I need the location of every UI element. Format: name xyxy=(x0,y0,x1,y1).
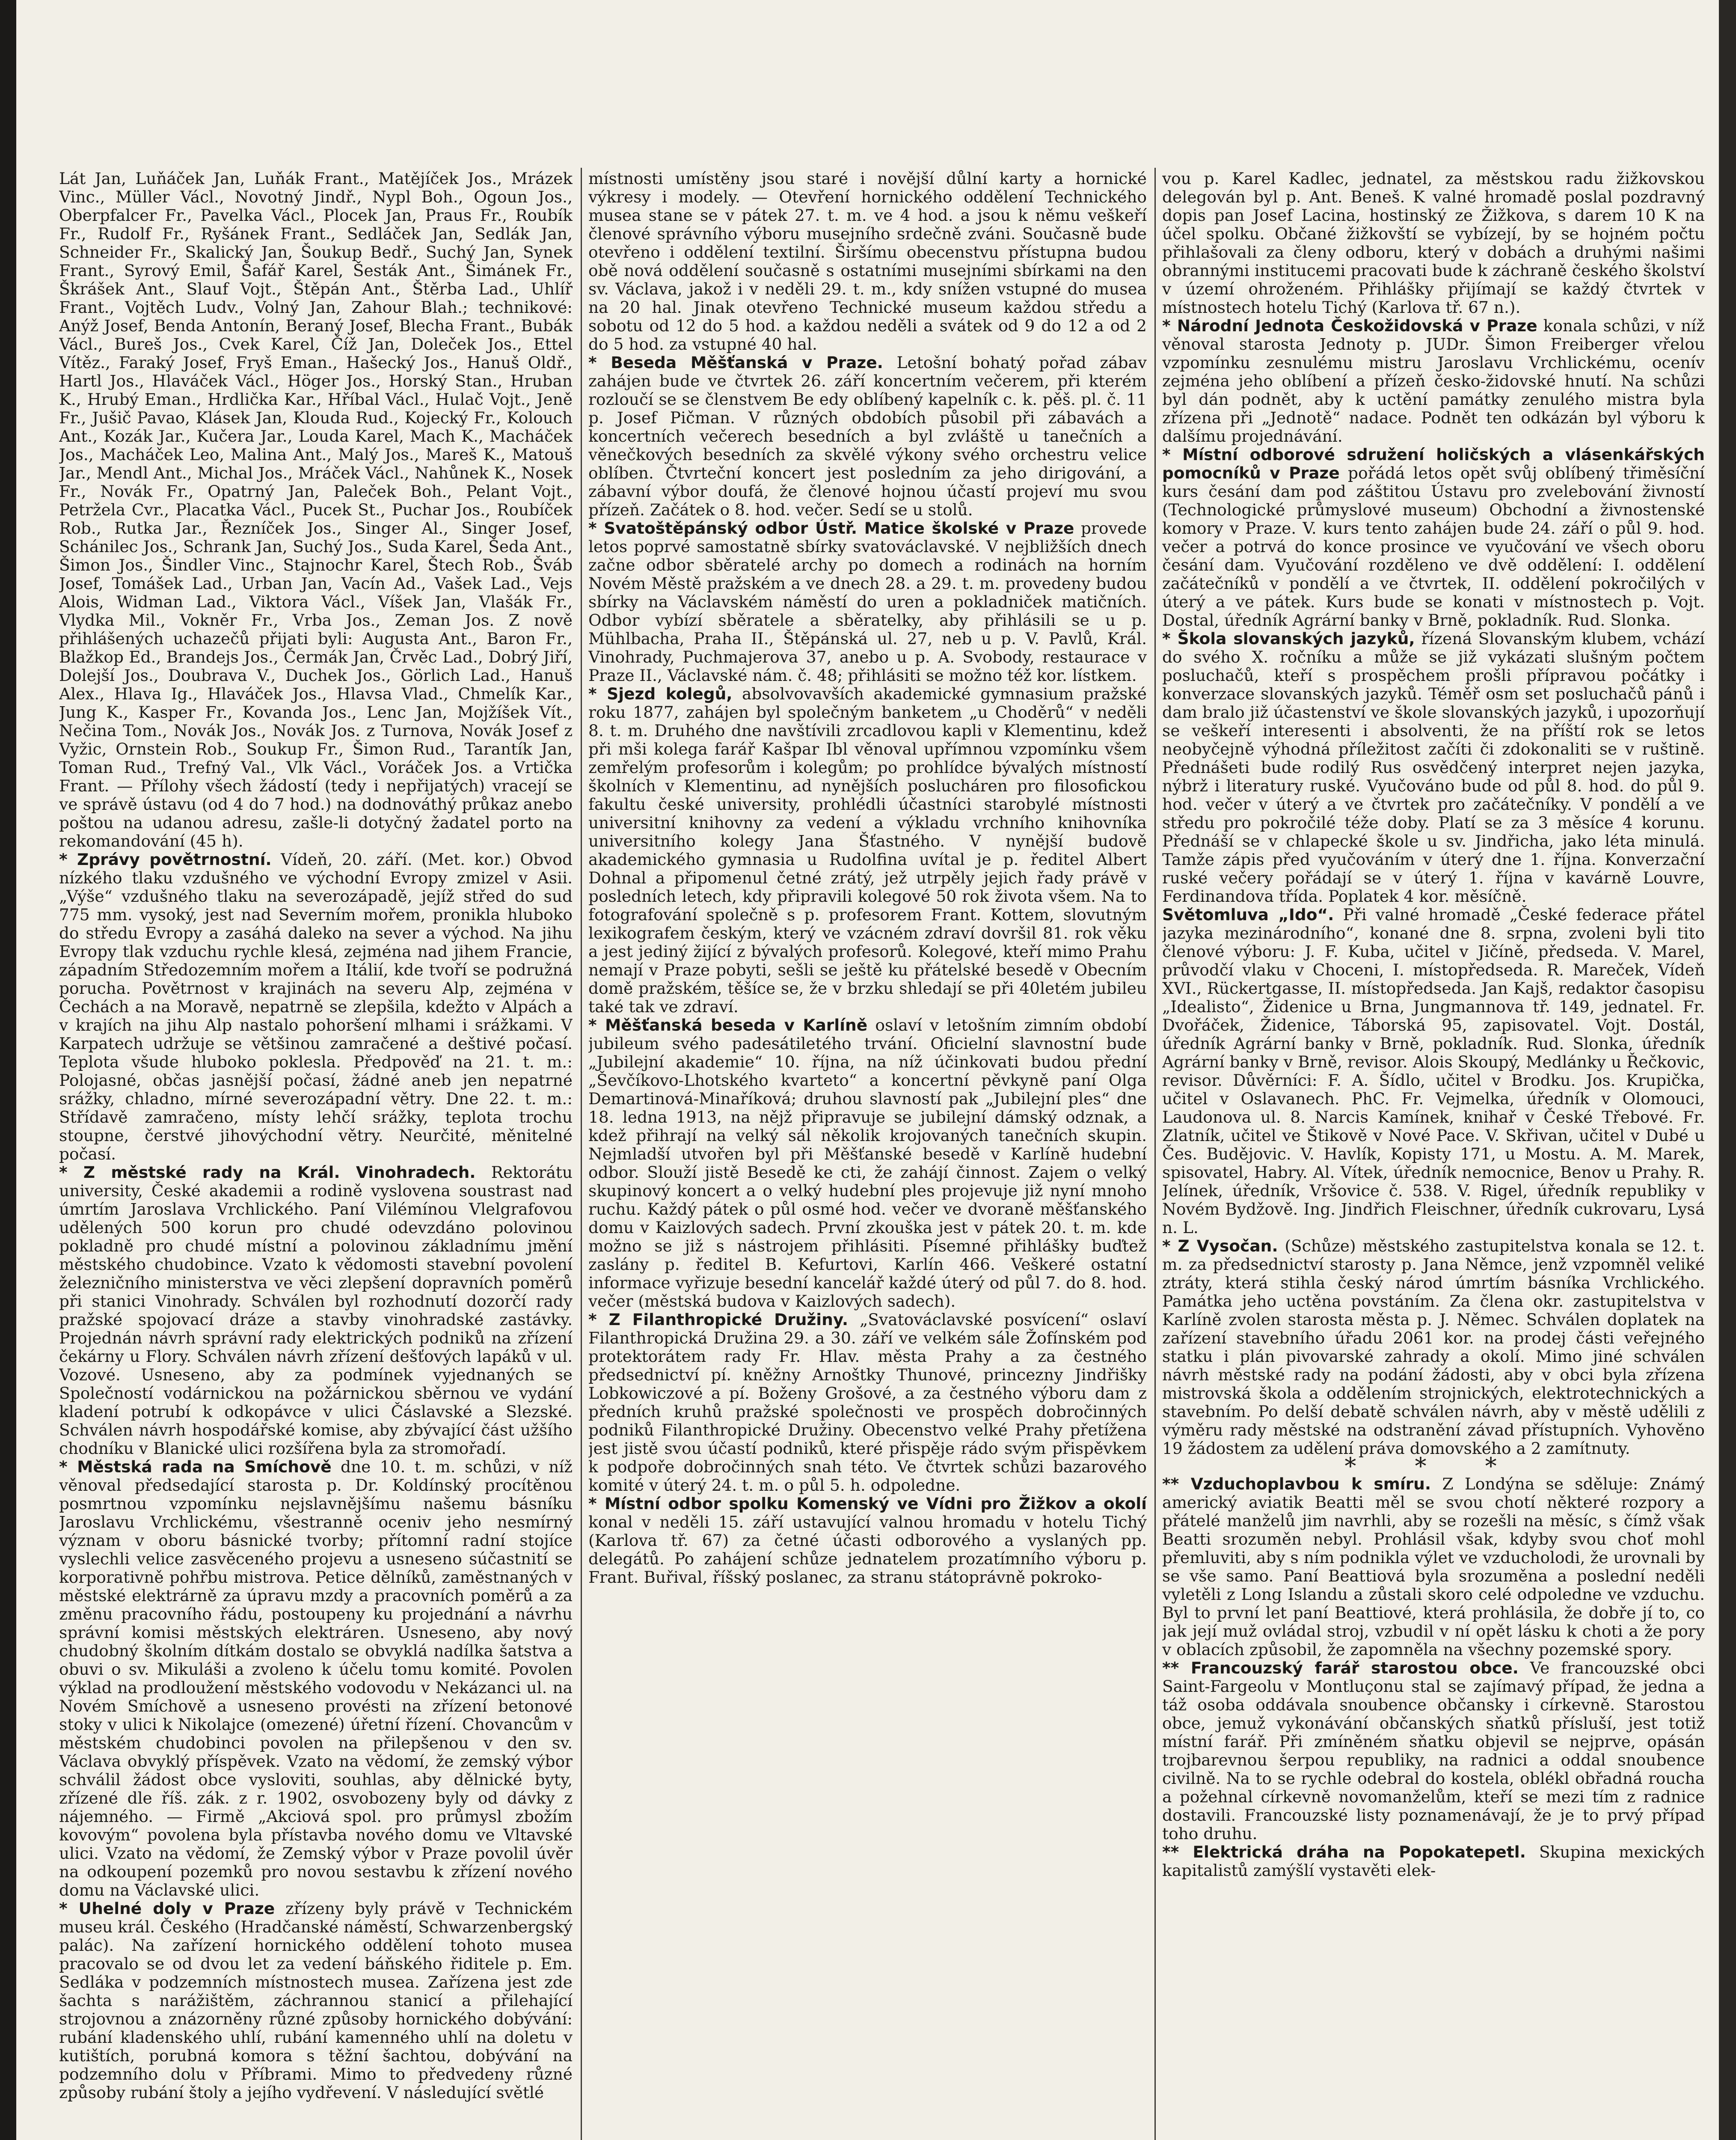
article-paragraph xyxy=(1162,169,1705,317)
article-heading: ** Elektrická dráha na Popokatepetl. xyxy=(1162,1843,1526,1861)
column-rule xyxy=(1154,168,1156,2140)
article-text: „Svatováclavské posvícení“ oslaví Filanthropická Družina 29. a 30. září ve velkém sále Žofínském pod protektorátem rady Fr. Hlav. města Prahy a za čestného předsednictví pí. kněžny Arnoštky Thunové, princezny Jindřišky Lobkowiczové a pí. Boženy Grošové, a za čestného výboru dam z předních kruhů pražské společnosti ve prospěch dobročinných podniků Filanthropické Družiny. Obecenstvo velké Prahy přetížena jest jistě svou účastí podniků, které přispěje rádo svým přispěvkem k podpoře dobročinných snah této. Ve čtvrtek schůzi bazarového komité v úterý 24. t. m. o půl 5. h. odpoledne. xyxy=(588,1310,1147,1495)
article-paragraph xyxy=(1162,1843,1705,1880)
article-paragraph xyxy=(59,850,573,1163)
article-text: Při valné hromadě „České federace přátel jazyka mezinárodního“, konané dne 8. srpna, zvoleni byli tito členové výboru: J. F. Kuba, učitel v Jičíně, předseda. V. Marel, průvodčí vlaku v Choceni, I. místopředseda. R. Mareček, Vídeň XVI., Rückertgasse, II. místopředseda. Jan Kajš, redaktor časopisu „Idealisto“, Židenice u Brna, Jungmannova tř. 149, jednatel. Fr. Dvořáček, Židenice, Táborská 95, zapisovatel. Vojt. Dostál, úředník Agrární banky v Brně, pokladník. Rud. Slonka, úředník Agrární banky v Brně, revisor. Alois Skoupý, Medlánky u Řečkovic, revisor. Důvěrníci: F. A. Šídlo, učitel v Brodku. Jos. Krupička, učitel v Oslavanech. PhC. Fr. Vejmelka, úředník v Olomouci, Laudonova ul. 8. Narcis Kamínek, knihař v České Třebové. Fr. Zlatník, učitel ve Štikově v Nové Pace. V. Skřivan, učitel v Dubé u Čes. Budějovic. V. Havlík, Kopisty 171, u Mostu. A. M. Marek, spisovatel, Habry. Al. Vítek, úředník nemocnice, Benov u Prahy. R. Jelínek, úředník, Vršovice č. 538. V. Rigel, úředník republiky v Novém Bydžově. Ing. Jindřich Fleischner, úředník cukrovaru, Lysá n. L. xyxy=(1162,905,1705,1237)
article-paragraph xyxy=(1162,446,1705,630)
article-heading: * Z Filanthropické Družiny. xyxy=(588,1310,849,1329)
article-paragraph xyxy=(588,519,1147,685)
article-heading: * Zprávy povětrnostní. xyxy=(59,850,272,869)
article-paragraph xyxy=(59,1163,573,1458)
article-paragraph xyxy=(588,1016,1147,1311)
article-heading: * Z městské rady na Král. Vinohradech. xyxy=(59,1163,476,1182)
article-heading: ** Vzduchoplavbou k smíru. xyxy=(1162,1474,1431,1493)
article-heading: * Národní Jednota Českožidovská v Praze xyxy=(1162,316,1537,335)
article-paragraph xyxy=(1162,1475,1705,1659)
section-separator: * * * xyxy=(1344,1453,1522,1480)
article-text: Rektorátu university, České akademii a rodině vyslovena soustrast nad úmrtím Jaroslava Vrchlického. Paní Vilémínou Vlelgrafovou udělených 500 korun pro chudé odevzdáno polovinou pokladně pro chudé místní a polovinou základnímu jmění městského chudobince. Vzato k vědomosti stavební povolení železničního ministerstva ve věci zlepšení dopravních poměrů při stanici Vinohrady. Schválen byl rozhodnutí dozorčí rady pražské spojovací dráze a stavby vinohradské zastávky. Projednán návrh správní rady elektrických podniků na zřízení čekárny u Flory. Schválen návrh zřízení dešťových lapáků v ul. Vozové. Usneseno, aby za podmínek vyjednaných se Společností vodárnickou na požárnickou sběrnou ve vydání kladení potrubí k odkopávce v ulici Čáslavské a Slezské. Schválen návrh hospodářské komise, aby zbývající část užšího chodníku v Blanické ulici rozšířena byla za stromořadí. xyxy=(59,1163,573,1458)
article-heading: * Svatoštěpánský odbor Ústř. Matice školské v Praze xyxy=(588,519,1074,538)
article-heading: * Měšťanská beseda v Karlíně xyxy=(588,1016,868,1034)
article-paragraph xyxy=(1162,630,1705,906)
article-paragraph xyxy=(1162,317,1705,446)
article-paragraph xyxy=(59,169,573,850)
article-heading: * Uhelné doly v Praze xyxy=(59,1899,275,1918)
article-heading: * Místní odbor spolku Komenský ve Vídni pro Žižkov a okolí xyxy=(588,1494,1147,1513)
article-column-2 xyxy=(588,169,1147,2140)
article-text: Z Londýna se sděluje: Známý americký aviatik Beatti měl se svou chotí některé rozpory a přátelé manželů jim navrhli, aby se rozešli na měsíc, s čímž však Beatti srozuměn nebyl. Prohlásil však, kdyby svou choť mohl přemluviti, aby s ním podnikla výlet ve vzducholodi, že urovnali by se vše samo. Paní Beattiová byla srozuměna a poslední neděli vyletěli z Long Islandu a zůstali skoro celé odpoledne ve vzduchu. Byl to první let paní Beattiové, která prohlásila, že dobře jí to, co jak její muž ovládal stroj, vzbudil v ní opět lásku k choti a že pory v oblacích způsobil, že zapomněla na všechny pozemské spory. xyxy=(1162,1474,1705,1659)
article-text: provede letos poprvé samostatně sbírky svatováclavské. V nejbližších dnech začne odbor sběratelé archy po domech a rodinách na horním Novém Městě pražském a ve dnech 28. a 29. t. m. provedeny budou sbírky na Václavském náměstí do uren a pokladniček matičních. Odbor vybízí sběratele a sběratelky, aby přihlásili se u p. Mühlbacha, Praha II., Štěpánská ul. 27, neb u p. V. Pavlů, Král. Vinohrady, Puchmajerova 37, anebo u p. A. Svobody, restaurace v Praze II., Václavské nám. č. 48; přihlásiti se možno též kor. lístkem. xyxy=(588,519,1147,685)
article-paragraph xyxy=(59,1899,573,2102)
article-paragraph xyxy=(1162,1237,1705,1458)
article-heading: * Škola slovanských jazyků, xyxy=(1162,629,1415,648)
article-paragraph xyxy=(1162,1659,1705,1843)
article-text: pořádá letos opět svůj oblíbený třiměsíční kurs česání dam pod záštitou Ústavu pro zvelebování živností (Technologické průmyslové museum) Obchodní a živnostenské komory v Praze. V. kurs tento zahájen bude 24. září o půl 9. hod. večer a potrvá do konce prosince ve vyučování ve všech oboru česání dam. Vyučování rozděleno ve dvě oddělení: I. oddělení začátečníků v pondělí a ve čtvrtek, II. oddělení pokročilých v úterý a ve pátek. Kurs bude se konati v místnostech p. Vojt. Dostal, úředník Agrární banky v Brně, pokladník. Rud. Slonka. xyxy=(1162,464,1705,630)
article-text: Ve francouzské obci Saint-Fargeolu v Montluçonu stal se zajímavý případ, že jedna a táž osoba oddávala snoubence občansky i církevně. Starostou obce, jemuž vykonávání občanských sňatků přísluší, jest totiž místní farář. Při zmíněném sňatku objevil se nejprve, opásán trojbarevnou šerpou republiky, na radnici a oddal snoubence civilně. Na to se rychle odebral do kostela, oblékl obřadná roucha a požehnal církevně novomanželům, kteří se mezi tím z radnice dostavili. Francouzské listy poznamenávají, že je to prvý případ toho druhu. xyxy=(1162,1658,1705,1843)
article-heading: * Sjezd kolegů, xyxy=(588,684,733,703)
article-heading: * Beseda Měšťanská v Praze. xyxy=(588,353,883,372)
article-paragraph xyxy=(588,354,1147,519)
article-text: řízená Slovanským klubem, vchází do svého X. ročníku a může se již vykázati slušným počtem posluchačů, kteří s prospěchem prošli přípravou počátky i konverzace slovanských jazyků. Téměř osm set posluchačů pánů i dam bralo již účastenství ve škole slovanských jazyků, i upozorňují se veškeří interesenti i absolventi, že na příští rok se letos neobyčejně výhodná příležitost začíti či zdokonaliti se v ruštině. Přednášeti bude rodilý Rus osvědčený interpret nejen jazyka, nýbrž i literatury ruské. Vyučováno bude od půl 8. hod. do půl 9. hod. večer v úterý a ve čtvrtek pro začátečníky. V pondělí a ve středu pro pokročilé téže doby. Platí se za 3 měsíce 4 korunu. Přednáší se v chlapecké škole u sv. Jindřicha, jako léta minulá. Tamže zápis před vyučováním v úterý dne 1. října. Konverzační ruské večery pořádají se v úterý 1. října v kavárně Louvre, Ferdinandova třída. Poplatek 4 kor. měsíčně. xyxy=(1162,629,1705,906)
article-text: konal v neděli 15. září ustavující valnou hromadu v hotelu Tichý (Karlova tř. 67) za četné účasti odborového a vyslaných pp. delegátů. Po zahájení schůze jednatelem prozatímního výboru p. Frant. Buřival, říšský poslanec, za stranu státoprávně pokroko- xyxy=(588,1513,1147,1587)
article-text: dne 10. t. m. schůzi, v níž věnoval předsedající starosta p. Dr. Koldínský procítěnou posmrtnou vzpomínku nejslavnějšímu našemu básníku Jaroslavu Vrchlickému, všestranně oceniv jeho nesmírný význam v oboru básnické tvorby; přítomní radní stojíce vyslechli velice zasvěceného projevu a usneseno súčastnití se korporativně pohřbu mistrova. Petice dělníků, zaměstnaných v městské elektrárně za úpravu mzdy a pracovních poměrů a za změnu pracovního řádu, postoupeny ku projednání a návrhu správní komisi městských elektráren. Usneseno, aby nový chudobný školním dítkám dostalo se obvyklá nadílka šatstva a obuvi o sv. Mikuláši a zvoleno k účelu tomu komité. Povolen výklad na prodloužení městského vodovodu v Nekázanci ul. na Novém Smíchově a usneseno provésti na zřízení betonové stoky v ulici k Nikolajce (omezené) úřetní řízení. Chovancům v městském chudobinci povolen na přilepšenou v den sv. Václava obvyklý příspěvek. Vzato na vědomí, že zemský výbor schválil žádost obce vysloviti, souhlas, aby dělnické byty, zřízené dle říš. zák. z r. 1902, osvobozeny byly od dávky z nájemného. — Firmě „Akciová spol. pro průmysl zbožím kovovým“ povolena byla přístavba nového domu ve Vltavské ulici. Vzato na vědomí, že Zemský výbor v Praze povolil úvěr na odkoupení pozemků pro novou sestavbu k zřízení nového domu na Václavské ulici. xyxy=(59,1457,573,1899)
scan-border-right xyxy=(1719,0,1736,2140)
article-paragraph xyxy=(588,169,1147,354)
article-heading: * Městská rada na Smíchově xyxy=(59,1457,332,1476)
article-text: místnosti umístěny jsou staré i novější důlní karty a hornické výkresy i modely. — Otevření hornického oddělení Technického musea stane se v pátek 27. t. m. ve 4 hod. a jsou k němu veškeří členové správního výboru musejního srdečně zváni. Současně bude otevřeno i oddělení textilní. Širšímu obecenstvu přístupna budou obě nová oddělení současně s ostatními musejními sbírkami na den sv. Václava, jakož i v neděli 29. t. m., kdy snížen vstupné do musea na 20 hal. Jinak otevřeno Technické museum každou středu a sobotu od 12 do 5 hod. a každou neděli a svátek od 9 do 12 a od 2 do 5 hod. za vstupné 40 hal. xyxy=(588,169,1147,354)
article-paragraph xyxy=(588,1311,1147,1495)
scan-border-left xyxy=(0,0,16,2140)
article-text: Lát Jan, Luňáček Jan, Luňák Frant., Matějíček Jos., Mrázek Vinc., Müller Václ., Novotný Jindř., Nypl Boh., Ogoun Jos., Oberpfalcer Fr., Pavelka Václ., Plocek Jan, Praus Fr., Roubík Fr., Rudolf Fr., Ryšánek Frant., Sedláček Jan, Sedlák Jan, Schneider Fr., Skalický Jan, Šoukup Bedř., Suchý Jan, Synek Frant., Syrový Emil, Šafář Karel, Šesták Ant., Šimánek Fr., Škrášek Ant., Slauf Vojt., Štěpán Ant., Štěrba Lad., Uhlíř Frant., Vojtěch Ludv., Volný Jan, Zahour Blah.; technikové: Anýž Josef, Benda Antonín, Beraný Josef, Blecha Frant., Bubák Václ., Bureš Jos., Cvek Karel, Číž Jan, Doleček Jos., Ettel Vítěz., Faraký Josef, Fryš Eman., Hašecký Jos., Hanuš Oldř., Hartl Jos., Hlaváček Václ., Höger Jos., Horský Stan., Hruban K., Hrubý Eman., Hrdlička Kar., Hříbal Václ., Hulač Vojt., Jeně Fr., Jušič Pavao, Klásek Jan, Klouda Rud., Kojecký Fr., Kolouch Ant., Kozák Jar., Kučera Jar., Louda Karel, Mach K., Macháček Jos., Macháček Leo, Malina Ant., Malý Jos., Mareš K., Matouš Jar., Mendl Ant., Michal Jos., Mráček Václ., Nahůnek K., Nosek Fr., Novák Fr., Opatrný Jan, Paleček Boh., Pelant Vojt., Petržela Cvr., Placatka Václ., Pucek St., Puchar Jos., Roubíček Rob., Rutka Jar., Řezníček Jos., Singer Al., Singer Josef, Schánilec Jos., Schrank Jan, Suchý Jos., Suda Karel, Šeda Ant., Šimon Jos., Šindler Vinc., Stajnochr Karel, Štech Rob., Šváb Josef, Tomášek Lad., Urban Jan, Vacín Ad., Vašek Lad., Vejs Alois, Widman Lad., Viktora Václ., Víšek Jan, Vlašák Fr., Vlydka Mil., Vokněr Fr., Vrba Jos., Zeman Jos. Z nově přihlášených uchazečů přijati byli: Augusta Ant., Baron Fr., Blažkop Ed., Brandejs Jos., Čermák Jan, Črvěc Lad., Dobrý Jiří, Dolejší Jos., Doubrava V., Duchek Jos., Görlich Lad., Hanuš Alex., Hlava Ig., Hlaváček Jos., Hlavsa Vlad., Chmelík Kar., Jung K., Kasper Fr., Kovanda Jos., Lenc Jan, Mojžíšek Vít., Nečina Tom., Novák Jos., Novák Jos. z Turnova, Novák Josef z Vyžic, Ornstein Rob., Soukup Fr., Šimon Rud., Tarantík Jan, Toman Rud., Trefný Val., Vlk Václ., Voráček Jos. a Vrtička Frant. — Přílohy všech žádostí (tedy i nepřijatých) vracejí se ve správě ústavu (od 4 do 7 hod.) na dodnováthý průkaz anebo poštou na udanou adresu, zašle-li dotyčný žadatel porto na rekomandování (45 h). xyxy=(59,169,573,850)
article-text: absolvovavších akademické gymnasium pražské roku 1877, zahájen byl společným banketem „u Choděrů“ v neděli 8. t. m. Druhého dne navštívili zrcadlovou kapli v Klementinu, kdež při mši kolega farář Kašpar Ibl věnoval upřímnou vzpomínku všem zemřelým profesorům i kolegům; po prohlídce bývalých místností školních v Klementinu, ad nynějších poslucháren pro filosofickou fakultu české university, prohlédli účastníci starobylé místnosti universitní knihovny za vedení a výkladu vrchního knihovníka universitního kolegy Jana Šťastného. V nynější budově akademického gymnasia u Rudolfina uvítal je p. ředitel Albert Dohnal a připomenul četné zrátý, jež utrpěly jejich řady právě v posledních letech, kdy připravili kolegové 50 rok života všem. Na to fotografování společně s p. profesorem Frant. Kottem, slovutným lexikografem českým, který ve vzácném zdraví dovršil 81. rok věku a jest jediný žijící z bývalých profesorů. Kolegové, kteří mimo Prahu nemají v Praze pobyti, sešli se ještě ku přátelské besedě v Obecním domě pražském, těšíce se, že v brzku shledají se při 40letém jubileu také tak ve zdraví. xyxy=(588,684,1147,1016)
column-rule xyxy=(581,168,582,2140)
article-text: (Schůze) městského zastupitelstva konala se 12. t. m. za předsednictví starosty p. Jana Němce, jenž vzpomněl veliké ztráty, která stihla český národ úmrtím básníka Vrchlického. Památka jeho uctěna povstáním. Za člena okr. zastupitelstva v Karlíně zvolen starosta města p. J. Němec. Schválen doplatek na zařízení stavebního úřadu 2061 kor. na prodej části veřejného statku i plán pivovarské zahrady a okolí. Mimo jiné schválen návrh městské rady na podání žádosti, aby v obci byla zřízena mistrovská škola a oddělením strojnických, elektrotechnických a stavebním. Po delší debatě schválen návrh, aby v městě udělili z výměru rady městské na odstranění závad přístupních. Vyhověno 19 žádostem za udělení práva domovského a 2 zamítnuty. xyxy=(1162,1236,1705,1458)
article-column-3 xyxy=(1162,169,1705,2140)
article-heading: Světomluva „Ido“. xyxy=(1162,905,1334,924)
article-paragraph xyxy=(1162,906,1705,1237)
article-paragraph xyxy=(59,1458,573,1899)
article-paragraph xyxy=(588,685,1147,1016)
article-text: zřízeny byly právě v Technickém museu král. Českého (Hradčanské náměstí, Schwarzenbergský palác). Na zařízení hornického oddělení tohoto musea pracovalo se od dvou let za vedení báňského řiditele p. Em. Sedláka v podzemních místnostech musea. Zařízena jest zde šachta s narážištěm, záchrannou stanicí a přilehající strojovnou a znázorněny různé způsoby hornického dobývání: rubání kladenského uhlí, rubání kamenného uhlí na doletu v kutištích, porubná komora s těžní šachtou, dobývání na podzemního dolu v Příbrami. Mimo to předvedeny různé způsoby rubání štoly a jejího vydřevení. V následující světlé xyxy=(59,1899,573,2102)
article-text: Letošní bohatý pořad zábav zahájen bude ve čtvrtek 26. září koncertním večerem, při kterém rozloučí se se členstvem Be edy oblíbený kapelník c. k. pěš. pl. č. 11 p. Josef Pičman. V různých obdobích působil při zábavách a koncertních večerech besedních a byl zvláště u tanečních a věnečkových besedních za skvělé výkony svého orchestru velice oblíben. Čtvrteční koncert jest posledním za jeho dirigování, a zábavní výbor doufá, že členové hojnou účastí projeví mu svou přízeň. Začátek o 8. hod. večer. Sedí se u stolů. xyxy=(588,353,1147,519)
article-paragraph xyxy=(588,1495,1147,1587)
article-column-1 xyxy=(59,169,573,2140)
article-text: vou p. Karel Kadlec, jednatel, za městskou radu žižkovskou delegován byl p. Ant. Beneš. K valné hromadě poslal pozdravný dopis pan Josef Lacina, hostinský ze Žižkova, s darem 10 K na účel spolku. Občané žižkovští se vybízejí, by se hojném počtu přihlašovali za členy odboru, který v dobách a druhými našimi obrannými institucemi pracovati bude k záchraně českého školství v území ohroženém. Přihlášky přijímají se každý čtvrtek v místnostech hotelu Tichý (Karlova tř. 67 n.). xyxy=(1162,169,1705,317)
article-text: konala schůzi, v níž věnoval starosta Jednoty p. JUDr. Šimon Freiberger vřelou vzpomínku zesnulému mistru Jaroslavu Vrchlickému, ocenív zejména jeho oblíbení a přízeň česko-židovské hnutí. Na schůzi byl dán podnět, aby k uctění památky zenulého mistra byla zřízena při „Jednotě“ nadace. Podnět ten odkázán byl výboru k dalšímu projednávání. xyxy=(1162,316,1705,446)
article-heading: * Z Vysočan. xyxy=(1162,1236,1278,1255)
article-heading: * Místní odborové sdružení holičských a vlásenkářských pomocníků v Praze xyxy=(1162,445,1705,482)
article-heading: ** Francouzský farář starostou obce. xyxy=(1162,1658,1519,1677)
article-text: Skupina mexických kapitalistů zamýšlí vystavěti elek- xyxy=(1162,1843,1705,1880)
article-text: oslaví v letošním zimním období jubileum svého padesátiletého trvání. Oficielní slavnostní bude „Jubilejní akademie“ 10. října, na níž účinkovati budou přední „Ševčíkovo-Lhotského kvarteto“ a koncertní pěvkyně paní Olga Demartinová-Minaříková; druhou slavností pak „Jubilejní ples“ dne 18. ledna 1913, na nějž připravuje se jubilejní dámský odznak, a kdež přihrají na velký sál několik krojovaných tanečních skupin. Nejmladší utvořen byl při Měšťanské besedě v Karlíně hudební odbor. Slouží jistě Besedě ke cti, že zahájí činnost. Zajem o velký skupinový koncert a o velký hudební ples projevuje již nyní mnoho ruchu. Každý pátek o půl osmé hod. večer ve dvoraně měšťanského domu v Kaizlových sadech. První zkouška jest v pátek 20. t. m. kde možno se již s nástrojem přihlásiti. Písemné přihlášky buďtež zaslány p. ředitel B. Kefurtovi, Karlín 466. Veškeré ostatní informace vyřizuje besední kancelář každé úterý od půl 7. do 8. hod. večer (městská budova v Kaizlových sadech). xyxy=(588,1016,1147,1311)
article-text: Vídeň, 20. září. (Met. kor.) Obvod nízkého tlaku vzdušného ve východní Evropy zmizel v Asii. „Výše“ vzdušného tlaku na severozápadě, jejíž střed do sud 775 mm. vysoký, jest nad Severním mořem, pronikla hluboko do středu Evropy a zasáhá daleko na sever a východ. Na jihu Evropy tlak vzduchu rychle klesá, zejména nad jihem Francie, západním Středozemním mořem a Itálií, kde tvoří se podružná porucha. Povětrnost v krajinách na severu Alp, zejména v Čechách a na Moravě, nepatrně se zlepšila, kdežto v Alpách a v krajích na jihu Alp nastalo pohoršení mlhami i srážkami. V Karpatech udržuje se většinou zamračené a deštivé počasí. Teplota všude hluboko poklesla. Předpověď na 21. t. m.: Polojasné, občas jasnější počasí, žádné aneb jen nepatrné srážky, chladno, mírné severozápadní větry. Dne 22. t. m.: Střídavě zamračeno, místy lehčí srážky, teplota trochu stoupne, čerstvé jihovýchodní větry. Neurčité, měnitelné počasí. xyxy=(59,850,573,1163)
